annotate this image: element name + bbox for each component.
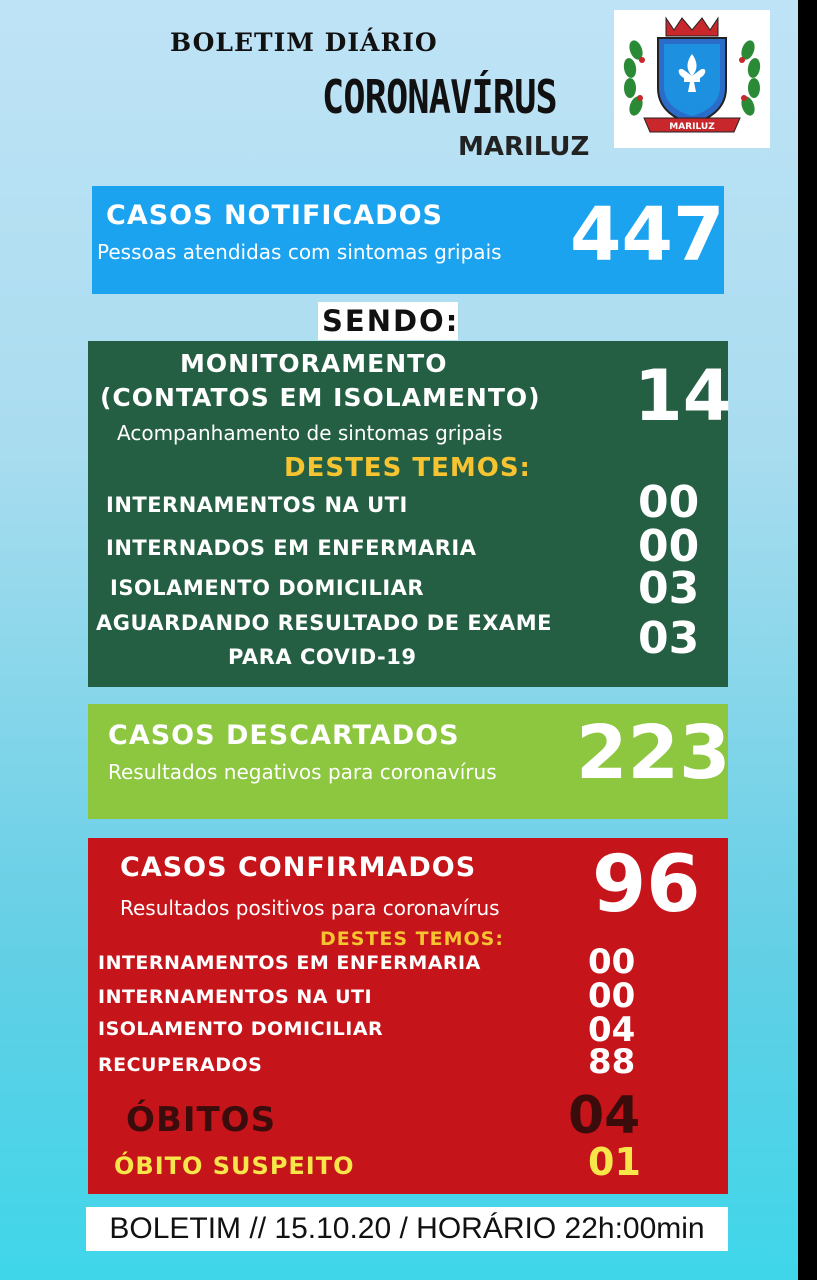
confirmed-row-value: 00	[588, 976, 636, 1016]
screen-edge	[798, 0, 817, 1280]
suspected-death-count: 01	[588, 1140, 641, 1184]
notified-cases-subtitle: Pessoas atendidas com sintomas gripais	[97, 240, 502, 264]
confirmed-destes-heading: DESTES TEMOS:	[320, 928, 504, 950]
confirmed-row-label: ISOLAMENTO DOMICILIAR	[98, 1018, 384, 1040]
monitoring-subtitle: Acompanhamento de sintomas gripais	[117, 421, 503, 445]
monitoring-row-label: INTERNAMENTOS NA UTI	[106, 493, 408, 517]
sendo-label: SENDO:	[318, 302, 458, 340]
confirmed-row-value: 00	[588, 942, 636, 982]
notified-cases-title: CASOS NOTIFICADOS	[106, 200, 443, 231]
discarded-cases-title: CASOS DESCARTADOS	[108, 720, 460, 751]
monitoring-title: MONITORAMENTO	[180, 349, 448, 378]
confirmed-row-value: 04	[588, 1010, 636, 1050]
confirmed-row-label: RECUPERADOS	[98, 1054, 263, 1076]
monitoring-count: 14	[634, 355, 732, 437]
crest-banner-text: MARILUZ	[669, 122, 715, 132]
monitoring-row-label: INTERNADOS EM ENFERMARIA	[106, 536, 477, 560]
monitoring-panel	[88, 341, 732, 687]
monitoring-row-label: AGUARDANDO RESULTADO DE EXAME	[96, 611, 552, 635]
suspected-death-label: ÓBITO SUSPEITO	[114, 1152, 355, 1180]
bulletin-footer: BOLETIM // 15.10.20 / HORÁRIO 22h:00min	[86, 1207, 728, 1251]
confirmed-cases-title: CASOS CONFIRMADOS	[120, 852, 477, 883]
deaths-count: 04	[568, 1086, 641, 1146]
discarded-cases-subtitle: Resultados negativos para coronavírus	[108, 760, 497, 784]
confirmed-row-label: INTERNAMENTOS EM ENFERMARIA	[98, 952, 481, 974]
bulletin-heading: CORONAVÍRUS	[322, 70, 557, 124]
confirmed-cases-panel	[88, 838, 728, 1194]
confirmed-row-value: 88	[588, 1042, 636, 1082]
deaths-label: ÓBITOS	[126, 1100, 277, 1140]
bulletin-title: BOLETIM DIÁRIO	[170, 28, 438, 57]
discarded-cases-count: 223	[576, 710, 731, 796]
municipal-crest-logo	[614, 10, 770, 148]
notified-cases-count: 447	[570, 192, 725, 278]
monitoring-row-value: 03	[638, 613, 700, 664]
discarded-cases-panel	[88, 704, 731, 819]
monitoring-destes-heading: DESTES TEMOS:	[284, 453, 531, 483]
confirmed-cases-subtitle: Resultados positivos para coronavírus	[120, 896, 500, 920]
monitoring-row-label: ISOLAMENTO DOMICILIAR	[110, 576, 425, 600]
confirmed-row-label: INTERNAMENTOS NA UTI	[98, 986, 373, 1008]
monitoring-row-value: 03	[638, 563, 700, 614]
confirmed-cases-count: 96	[592, 840, 701, 930]
monitoring-row-label-line2: PARA COVID-19	[228, 645, 417, 669]
notified-cases-panel	[92, 186, 724, 294]
city-name: MARILUZ	[458, 132, 590, 162]
monitoring-title-line2: (CONTATOS EM ISOLAMENTO)	[100, 383, 541, 412]
monitoring-row-value: 00	[638, 521, 700, 572]
monitoring-row-value: 00	[638, 477, 700, 528]
